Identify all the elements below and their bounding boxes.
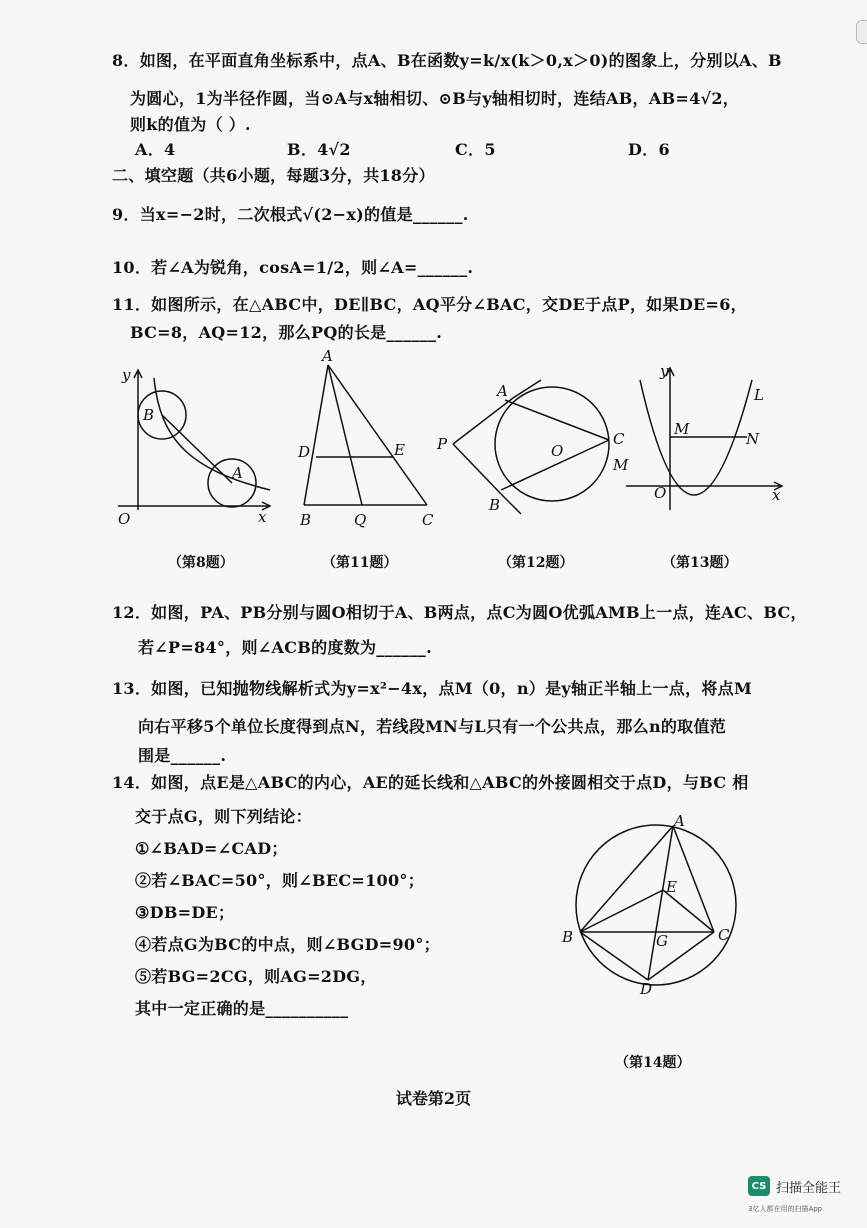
fig13-m: M xyxy=(674,420,690,438)
fig11-e: E xyxy=(394,441,405,459)
fig11-c: C xyxy=(422,511,434,529)
q8-option-b: B．4√2 xyxy=(287,140,351,159)
fig14-e: E xyxy=(666,878,677,896)
figure-11 xyxy=(292,345,442,530)
q13-line1: 13．如图，已知抛物线解析式为y=x²−4x，点M（0，n）是y轴正半轴上一点，将点M xyxy=(112,679,752,698)
q8-option-a: A．4 xyxy=(135,140,176,159)
fig11-a: A xyxy=(322,347,333,365)
fig13-l: L xyxy=(754,386,764,404)
fig14-caption: （第14题） xyxy=(615,1055,691,1071)
fig14-a: A xyxy=(674,812,685,830)
q14-claim-4: ④若点G为BC的中点，则∠BGD=90°； xyxy=(135,935,440,954)
fig14-b: B xyxy=(562,928,574,946)
fig8-b: B xyxy=(143,406,155,424)
scanner-badge-icon: CS xyxy=(748,1176,770,1196)
scanner-tagline: 3亿人都在用的扫描App xyxy=(748,1205,823,1213)
fig14-g: G xyxy=(656,932,668,950)
q10: 10．若∠A为锐角，cosA=1/2，则∠A=______. xyxy=(112,258,474,277)
fig13-n: N xyxy=(746,430,760,448)
fig14-c: C xyxy=(718,926,730,944)
scanner-name: 扫描全能王 xyxy=(776,1180,842,1196)
q8-line2: 为圆心，1为半径作圆，当⊙A与x轴相切、⊙B与y轴相切时，连结AB，AB=4√2， xyxy=(130,89,740,108)
fig12-p: P xyxy=(437,435,448,453)
fig13-y: y xyxy=(660,362,669,380)
q8-option-d: D．6 xyxy=(628,140,670,159)
fig12-caption: （第12题） xyxy=(498,555,574,571)
fig8-origin: O xyxy=(118,510,131,528)
scroll-handle[interactable] xyxy=(856,20,867,44)
fig13-o: O xyxy=(654,484,667,502)
scanner-logo xyxy=(748,1176,841,1196)
fig12-a: A xyxy=(497,382,508,400)
q12-line1: 12．如图，PA、PB分别与圆O相切于A、B两点，点C为圆O优弧AMB上一点，连AC、BC， xyxy=(112,603,807,622)
q12-line2: 若∠P=84°，则∠ACB的度数为______. xyxy=(138,638,432,657)
fig11-b: B xyxy=(300,511,312,529)
page-footer: 试卷第2页 xyxy=(395,1089,472,1108)
q11-line1: 11．如图所示，在△ABC中，DE∥BC，AQ平分∠BAC，交DE于点P，如果DE=6， xyxy=(112,295,747,314)
fig8-x-label: x xyxy=(258,508,267,526)
figure-8 xyxy=(110,360,280,530)
fig13-x: x xyxy=(772,486,781,504)
figure-14 xyxy=(558,810,748,1000)
fig12-c: C xyxy=(613,430,625,448)
q14-conclusion: 其中一定正确的是__________ xyxy=(135,999,349,1018)
q14-claim-5: ⑤若BG=2CG，则AG=2DG， xyxy=(135,967,377,986)
q8-line1: 8．如图，在平面直角坐标系中，点A、B在函数y=k/x(k＞0,x＞0)的图象上，分别以A、B xyxy=(112,51,782,70)
q14-line2: 交于点G，则下列结论： xyxy=(135,807,312,826)
fig12-o: O xyxy=(551,442,564,460)
q14-claim-3: ③DB=DE； xyxy=(135,903,235,922)
q9: 9．当x=−2时，二次根式√(2−x)的值是______. xyxy=(112,205,469,224)
q14-claim-1: ①∠BAD=∠CAD； xyxy=(135,839,288,858)
q11-line2: BC=8，AQ=12，那么PQ的长是______. xyxy=(130,323,443,342)
q14-claim-2: ②若∠BAC=50°，则∠BEC=100°； xyxy=(135,871,425,890)
q8-option-c: C．5 xyxy=(455,140,496,159)
fig13-caption: （第13题） xyxy=(662,555,738,571)
figure-12 xyxy=(435,372,635,522)
fig11-d: D xyxy=(298,443,311,461)
fig11-caption: （第11题） xyxy=(322,555,398,571)
section-heading: 二、填空题（共6小题，每题3分，共18分） xyxy=(112,166,435,185)
q8-line3: 则k的值为（ ）. xyxy=(130,115,251,134)
fig8-y-label: y xyxy=(122,366,131,384)
q13-line2: 向右平移5个单位长度得到点N，若线段MN与L只有一个公共点，那么n的取值范 xyxy=(138,717,727,736)
fig14-d: D xyxy=(640,980,653,998)
q13-line3: 围是______. xyxy=(138,746,227,765)
fig11-q: Q xyxy=(354,511,367,529)
figure-13 xyxy=(622,360,792,520)
fig12-m: M xyxy=(613,456,629,474)
fig8-caption: （第8题） xyxy=(168,555,234,571)
fig8-a: A xyxy=(232,464,243,482)
fig12-b: B xyxy=(489,496,501,514)
q14-line1: 14．如图，点E是△ABC的内心，AE的延长线和△ABC的外接圆相交于点D，与BC 相 xyxy=(112,773,749,792)
